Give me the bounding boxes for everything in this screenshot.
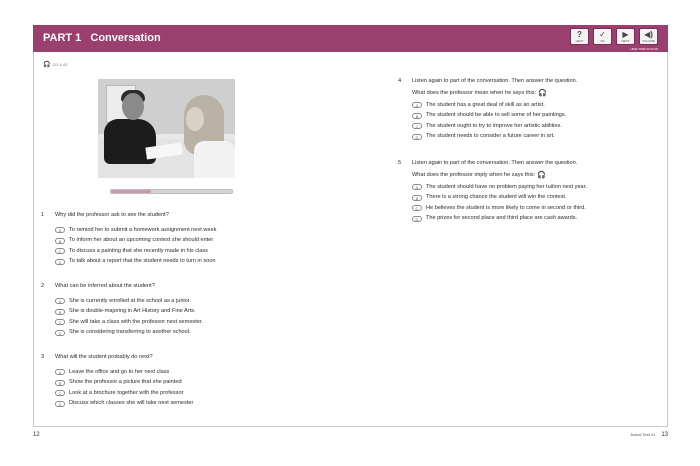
replay-audio-icon[interactable]: 🎧	[538, 90, 547, 97]
ok-icon: ✓	[599, 30, 606, 39]
option-text: The student needs to consider a future career in art.	[426, 133, 555, 140]
option-bubble[interactable]: D	[412, 134, 422, 140]
option-bubble[interactable]: A	[55, 369, 65, 375]
question-2	[41, 283, 203, 338]
question-stem: What can be inferred about the student?	[55, 283, 155, 289]
audio-progress-bar[interactable]	[110, 189, 233, 194]
test-label: Actual Test 01	[630, 432, 656, 437]
left-page-number: 12	[33, 432, 40, 438]
option-text: Discuss which classes she will take next semester	[69, 400, 194, 407]
option-bubble[interactable]: C	[55, 390, 65, 396]
question-stem: Why did the professor ask to see the student?	[55, 212, 169, 218]
part-label: PART 1	[43, 32, 82, 44]
right-page-footer	[630, 432, 668, 438]
question-number: 1	[41, 212, 45, 218]
cd-track-text: CD 4-43	[52, 62, 68, 67]
help-button[interactable]	[570, 28, 589, 45]
option-text: There is a strong chance the student will win the contest.	[426, 194, 567, 201]
answer-option[interactable]	[55, 296, 203, 307]
question-number: 5	[398, 160, 402, 166]
audio-progress-fill	[111, 190, 151, 193]
option-text: To talk about a report that the student needs to turn in soon	[69, 258, 216, 265]
answer-option[interactable]	[55, 378, 193, 389]
answer-option[interactable]	[55, 367, 193, 378]
answer-option[interactable]	[412, 214, 587, 225]
option-text: To inform her about an upcoming contest she should enter	[69, 237, 214, 244]
next-label: NEXT	[621, 39, 630, 43]
question-5	[398, 160, 587, 224]
option-bubble[interactable]: B	[412, 113, 422, 119]
answer-option[interactable]	[55, 317, 203, 328]
answer-option[interactable]	[55, 246, 216, 257]
question-1	[41, 212, 216, 267]
header-title	[43, 32, 161, 44]
question-stem: What will the student probably do next?	[55, 354, 153, 360]
question-stem: Listen again to part of the conversation. Then answer the question.	[412, 78, 578, 84]
cd-track-label	[43, 61, 67, 68]
ok-label: OK	[600, 39, 605, 43]
option-bubble[interactable]: A	[55, 227, 65, 233]
option-text: She is double-majoring in Art History and Fine Arts.	[69, 308, 196, 315]
option-text: She will take a class with the professor next semester.	[69, 318, 203, 325]
option-text: She is currently enrolled at the school as a junior.	[69, 297, 191, 304]
question-subprompt	[412, 90, 577, 97]
answer-option[interactable]	[55, 257, 216, 268]
toolbar	[570, 28, 658, 49]
option-text: Look at a brochure together with the professor	[69, 389, 184, 396]
ok-button[interactable]	[593, 28, 612, 45]
question-stem: Listen again to part of the conversation. Then answer the question.	[412, 160, 578, 166]
option-text: Leave the office and go to her next class	[69, 368, 170, 375]
section-header	[33, 25, 668, 52]
question-3	[41, 354, 193, 409]
answer-option[interactable]	[412, 193, 587, 204]
option-bubble[interactable]: A	[55, 298, 65, 304]
option-bubble[interactable]: A	[412, 184, 422, 190]
headphones-icon: 🎧	[43, 62, 51, 68]
right-page-number: 13	[661, 432, 668, 438]
answer-option[interactable]	[55, 236, 216, 247]
option-bubble[interactable]: B	[55, 309, 65, 315]
answer-option[interactable]	[55, 328, 203, 339]
option-bubble[interactable]: B	[412, 195, 422, 201]
option-text: Show the professor a picture that she painted	[69, 379, 182, 386]
answer-option[interactable]	[55, 399, 193, 410]
option-text: The student ought to try to improve her artistic abilities.	[426, 122, 562, 129]
question-subprompt	[412, 172, 587, 179]
option-bubble[interactable]: D	[55, 401, 65, 407]
question-number: 3	[41, 354, 45, 360]
option-bubble[interactable]: D	[55, 259, 65, 265]
option-bubble[interactable]: A	[412, 102, 422, 108]
answer-option[interactable]	[412, 100, 577, 111]
answer-option[interactable]	[412, 132, 577, 143]
option-text: The student should be able to sell some of her paintings.	[426, 112, 567, 119]
option-bubble[interactable]: D	[55, 330, 65, 336]
subprompt-text: What does the professor imply when he says this:	[412, 172, 536, 178]
answer-option[interactable]	[55, 307, 203, 318]
option-text: The student has a great deal of skill as an artist.	[426, 101, 545, 108]
option-bubble[interactable]: D	[412, 216, 422, 222]
section-name: Conversation	[90, 32, 161, 44]
answer-option[interactable]	[412, 182, 587, 193]
answer-option[interactable]	[412, 111, 577, 122]
option-text: The student should have no problem paying her tuition next year.	[426, 183, 587, 190]
option-text: To discuss a painting that she recently made in his class	[69, 247, 208, 254]
option-text: To remind her to submit a homework assignment next week	[69, 226, 217, 233]
replay-audio-icon[interactable]: 🎧	[537, 172, 546, 179]
option-bubble[interactable]: C	[55, 248, 65, 254]
answer-option[interactable]	[412, 121, 577, 132]
hide-time-label[interactable]: HIDE TIME 00:10:00	[630, 47, 658, 51]
answer-option[interactable]	[55, 225, 216, 236]
option-bubble[interactable]: B	[55, 380, 65, 386]
question-4	[398, 78, 577, 142]
volume-button[interactable]	[639, 28, 658, 45]
help-label: HELP	[575, 39, 584, 43]
answer-option[interactable]	[55, 388, 193, 399]
option-bubble[interactable]: B	[55, 238, 65, 244]
option-text: She is considering transferring to another school.	[69, 329, 191, 336]
option-bubble[interactable]: C	[412, 123, 422, 129]
option-bubble[interactable]: C	[412, 205, 422, 211]
option-text: The prizes for second place and third place are cash awards.	[426, 215, 578, 222]
next-icon: ▶	[622, 30, 629, 39]
option-bubble[interactable]: C	[55, 319, 65, 325]
next-button[interactable]	[616, 28, 635, 45]
question-number: 4	[398, 78, 402, 84]
volume-label: VOLUME	[642, 39, 655, 43]
conversation-photo	[98, 79, 235, 178]
option-text: He believes the student is more likely to come in second or third.	[426, 204, 586, 211]
question-number: 2	[41, 283, 45, 289]
subprompt-text: What does the professor mean when he says this:	[412, 90, 537, 96]
help-icon: ?	[577, 30, 582, 39]
volume-icon: ◀)	[644, 30, 653, 39]
answer-option[interactable]	[412, 203, 587, 214]
